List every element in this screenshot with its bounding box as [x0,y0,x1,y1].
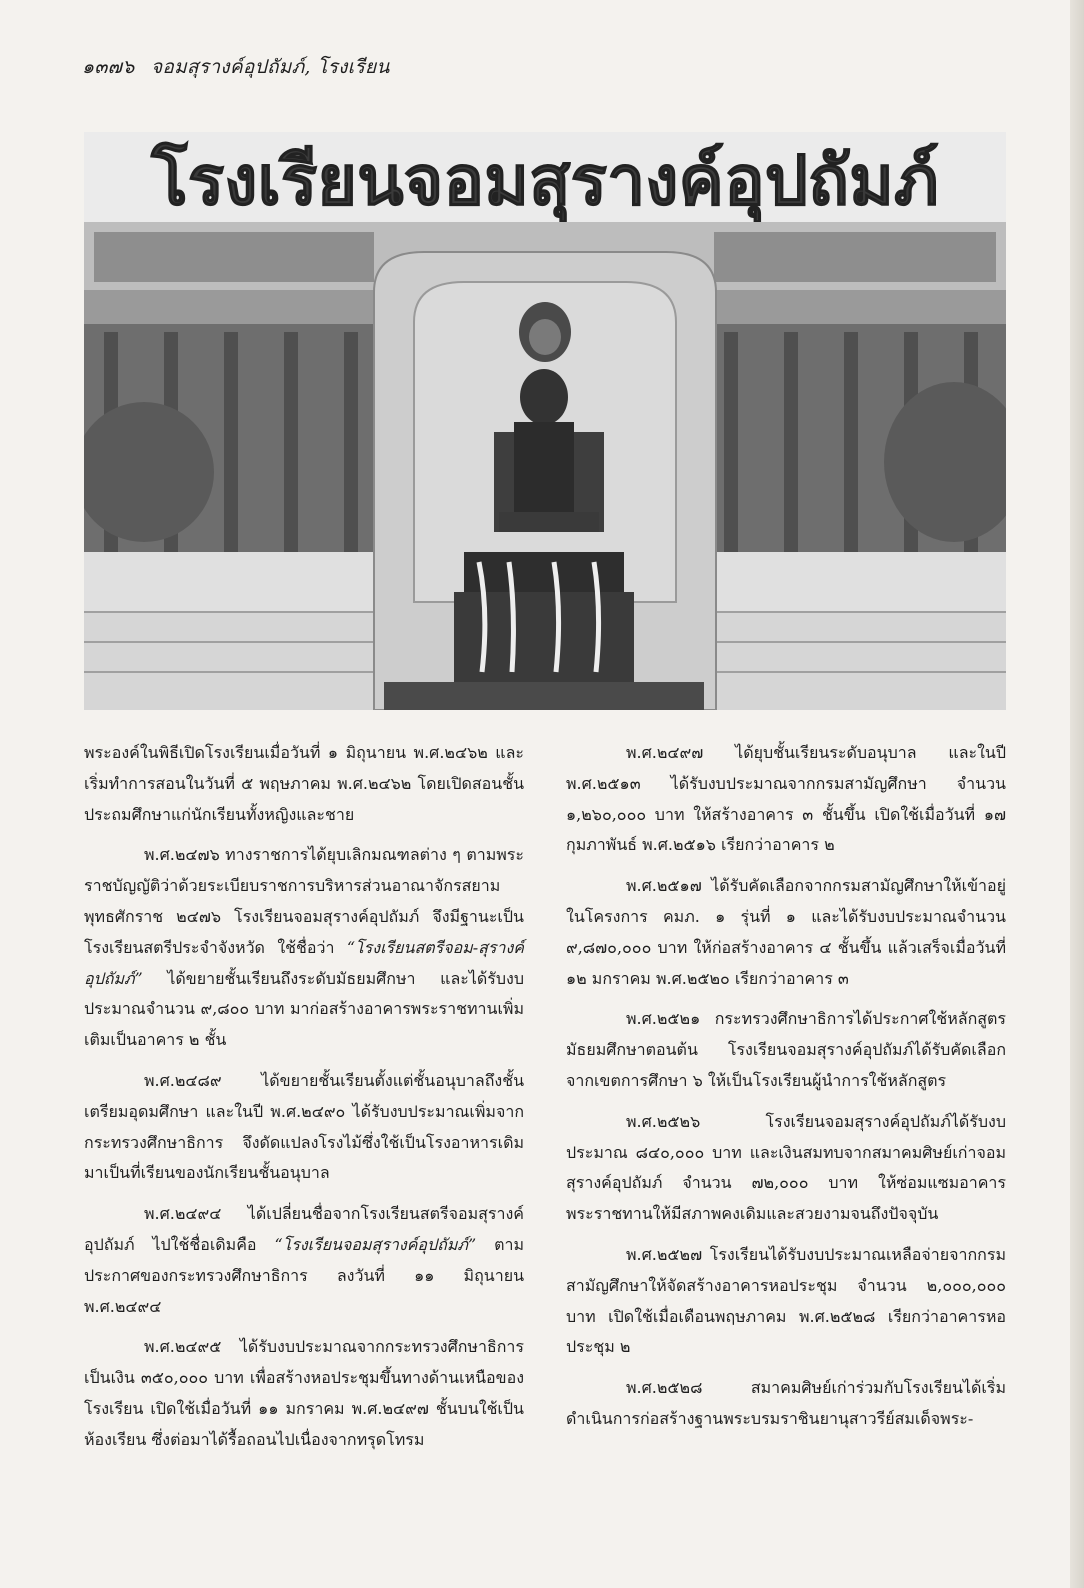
paragraph: พ.ศ.๒๕๒๘ สมาคมศิษย์เก่าร่วมกับโรงเรียนได้เริ่มดำเนินการก่อสร้างฐานพระบรมราชินยานุสาวรีย์สมเด็จพระ- [566,1378,1006,1428]
paragraph: พ.ศ.๒๕๒๖ โรงเรียนจอมสุรางค์อุปถัมภ์ได้รับงบประมาณ ๘๔๐,๐๐๐ บาท และเงินสมทบจากสมาคมศิษย์เก่าจอมสุรางค์อุปถัมภ์ จำนวน ๗๒,๐๐๐ บาท ให้ซ่อมแซมอาคารพระราชทานให้มีสภาพคงเดิมและสวยงามจนถึงปัจจุบัน [566,1111,1006,1224]
paragraph: พ.ศ.๒๔๙๔ ได้เปลี่ยนชื่อจากโรงเรียนสตรีจอมสุรางค์อุปถัมภ์ ไปใช้ชื่อเดิมคือ “โรงเรียนจอมสุรางค์อุปถัมภ์” ตามประกาศของกระทรวงศึกษาธิการ ลงวันที่ ๑๑ มิถุนายน พ.ศ.๒๔๙๔ [84,1204,524,1316]
page-header [82,52,390,82]
paragraph: พระองค์ในพิธีเปิดโรงเรียนเมื่อวันที่ ๑ มิถุนายน พ.ศ.๒๔๖๒ และเริ่มทำการสอนในวันที่ ๕ พฤษภาคม พ.ศ.๒๔๖๒ โดยเปิดสอนชั้นประถมศึกษาแก่นักเรียนทั้งหญิงและชาย [84,743,524,824]
paragraph: พ.ศ.๒๕๑๗ ได้รับคัดเลือกจากกรมสามัญศึกษาให้เข้าอยู่ในโครงการ คมภ. ๑ รุ่นที่ ๑ และได้รับงบประมาณจำนวน ๙,๘๗๐,๐๐๐ บาท ให้ก่อสร้างอาคาร ๔ ชั้นขึ้น แล้วเสร็จเมื่อวันที่ ๑๒ มกราคม พ.ศ.๒๕๒๐ เรียกว่าอาคาร ๓ [566,876,1006,988]
running-title: จอมสุรางค์อุปถัมภ์, โรงเรียน [150,56,390,78]
paragraph: พ.ศ.๒๔๙๕ ได้รับงบประมาณจากกระทรวงศึกษาธิการเป็นเงิน ๓๕๐,๐๐๐ บาท เพื่อสร้างหอประชุมขึ้นทางด้านเหนือของโรงเรียน เปิดใช้เมื่อวันที่ ๑๑ มกราคม พ.ศ.๒๔๙๗ ชั้นบนใช้เป็นห้องเรียน ซึ่งต่อมาได้รื้อถอนไปเนื่องจากทรุดโทรม [84,1337,524,1449]
paragraph: พ.ศ.๒๕๒๗ โรงเรียนได้รับงบประมาณเหลือจ่ายจากกรมสามัญศึกษาให้จัดสร้างอาคารหอประชุม จำนวน ๒,๐๐๐,๐๐๐ บาท เปิดใช้เมื่อเดือนพฤษภาคม พ.ศ.๒๕๒๘ เรียกว่าอาคารหอประชุม ๒ [566,1244,1006,1357]
left-column [84,738,524,1466]
paragraph: พ.ศ.๒๔๗๖ ทางราชการได้ยุบเลิกมณฑลต่าง ๆ ตามพระราชบัญญัติว่าด้วยระเบียบราชการบริหารส่วนอาณาจักรสยาม พุทธศักราช ๒๔๗๖ โรงเรียนจอมสุรางค์อุปถัมภ์ จึงมีฐานะเป็นโรงเรียนสตรีประจำจังหวัด ใช้ชื่อว่า “โรงเรียนสตรีจอม-สุรางค์อุปถัมภ์” ได้ขยายชั้นเรียนถึงระดับมัธยมศึกษา และได้รับงบประมาณจำนวน ๙,๘๐๐ บาท มาก่อสร้างอาคารพระราชทานเพิ่มเติมเป็นอาคาร ๒ ชั้น [84,845,524,1050]
paragraph: พ.ศ.๒๔๘๙ ได้ขยายชั้นเรียนตั้งแต่ชั้นอนุบาลถึงชั้นเตรียมอุดมศึกษา และในปี พ.ศ.๒๔๙๐ ได้รับงบประมาณเพิ่มจากกระทรวงศึกษาธิการ จึงดัดแปลงโรงไม้ซึ่งใช้เป็นโรงอาหารเดิมมาเป็นที่เรียนของนักเรียนชั้นอนุบาล [84,1070,524,1183]
school-sign-text: โรงเรียนจอมสุรางค์อุปถัมภ์ [151,142,939,221]
paragraph: พ.ศ.๒๕๒๑ กระทรวงศึกษาธิการได้ประกาศใช้หลักสูตรมัธยมศึกษาตอนต้น โรงเรียนจอมสุรางค์อุปถัมภ์ได้รับคัดเลือกจากเขตการศึกษา ๖ ให้เป็นโรงเรียนผู้นำการใช้หลักสูตร [566,1009,1006,1090]
page-edge [1070,0,1084,1588]
right-column [566,738,1006,1445]
school-monument-photo [84,132,1006,710]
paragraph: พ.ศ.๒๔๙๗ ได้ยุบชั้นเรียนระดับอนุบาล และในปี พ.ศ.๒๕๑๓ ได้รับงบประมาณจากกรมสามัญศึกษา จำนวน ๑,๒๖๐,๐๐๐ บาท ให้สร้างอาคาร ๓ ชั้นขึ้น เปิดใช้เมื่อวันที่ ๑๗ กุมภาพันธ์ พ.ศ.๒๕๑๖ เรียกว่าอาคาร ๒ [566,743,1006,855]
school-name-italic: “โรงเรียนจอมสุรางค์อุปถัมภ์” [274,1234,477,1254]
school-name-italic: “โรงเรียนสตรีจอม-สุรางค์อุปถัมภ์” [84,937,524,988]
page-number: ๑๓๗๖ [82,56,135,78]
